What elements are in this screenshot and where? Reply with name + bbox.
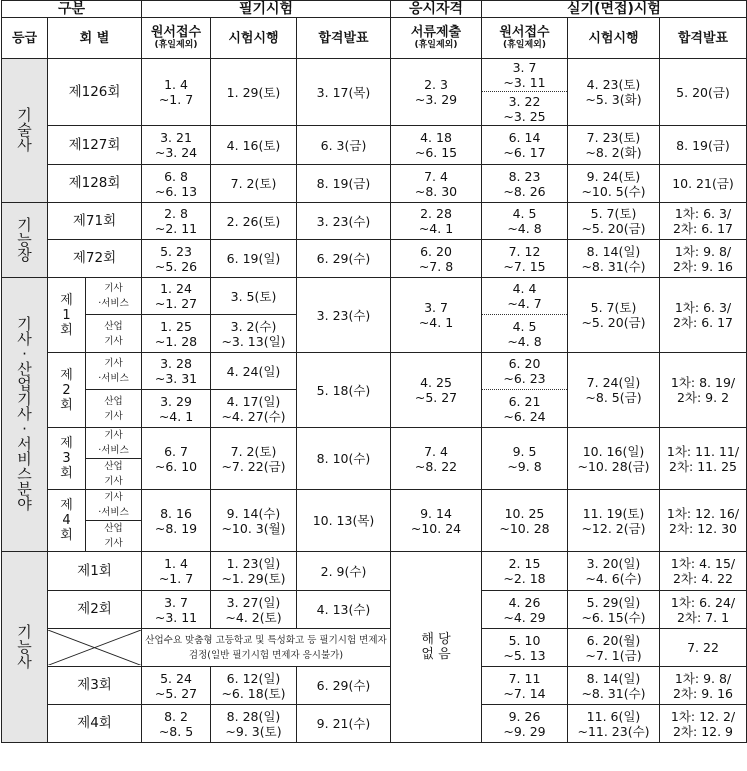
written-result: 6. 29(수)	[297, 240, 391, 278]
practical-exam: 5. 29(일) ~6. 15(수)	[568, 591, 660, 629]
practical-result: 1차: 12. 16/ 2차: 12. 30	[660, 490, 747, 552]
docs-submit: 2. 28 ~4. 1	[391, 203, 482, 240]
header-practical-apply: 원서접수 (휴일제외)	[482, 18, 568, 59]
written-exam: 7. 2(토)	[211, 165, 297, 203]
table-row	[2, 353, 747, 390]
written-apply: 8. 16 ~8. 19	[142, 490, 211, 552]
practical-exam: 8. 14(일) ~8. 31(수)	[568, 667, 660, 705]
sub-gisa-service: 기사 ·서비스	[86, 353, 142, 390]
written-result: 8. 10(수)	[297, 428, 391, 490]
header-round: 회 별	[48, 18, 142, 59]
written-result: 5. 18(수)	[297, 353, 391, 428]
round-label: 제127회	[48, 126, 142, 165]
written-result: 10. 13(목)	[297, 490, 391, 552]
header-category: 구분	[2, 1, 142, 18]
grade-gisulsa: 기 술 사	[2, 59, 48, 203]
written-apply: 5. 23 ~5. 26	[142, 240, 211, 278]
practical-exam: 3. 20(일) ~4. 6(수)	[568, 552, 660, 591]
written-result: 4. 13(수)	[297, 591, 391, 629]
cross-mark-icon	[48, 630, 141, 665]
crossed-out-cell	[48, 629, 142, 667]
round-label: 제72회	[48, 240, 142, 278]
written-apply: 6. 8 ~6. 13	[142, 165, 211, 203]
practical-apply: 5. 10 ~5. 13	[482, 629, 568, 667]
practical-exam: 5. 7(토) ~5. 20(금)	[568, 278, 660, 353]
grade-ginungsa: 기 능 사	[2, 552, 48, 743]
practical-result: 10. 21(금)	[660, 165, 747, 203]
written-apply: 6. 7 ~6. 10	[142, 428, 211, 490]
written-result: 3. 23(수)	[297, 203, 391, 240]
round-label: 제2회	[48, 591, 142, 629]
sub-sanup: 산업 기사	[86, 315, 142, 353]
header-written-exam: 시험시행	[211, 18, 297, 59]
written-apply: 3. 21 ~3. 24	[142, 126, 211, 165]
practical-apply: 4. 26 ~4. 29	[482, 591, 568, 629]
header-practical-result: 합격발표	[660, 18, 747, 59]
written-apply: 1. 25 ~1. 28	[142, 315, 211, 353]
practical-apply: 7. 12 ~7. 15	[482, 240, 568, 278]
written-result: 8. 19(금)	[297, 165, 391, 203]
practical-apply: 6. 14 ~6. 17	[482, 126, 568, 165]
round-label: 제 4 회	[48, 490, 86, 552]
table-row	[2, 240, 747, 278]
practical-exam: 5. 7(토) ~5. 20(금)	[568, 203, 660, 240]
table-row	[2, 629, 747, 667]
written-result: 3. 17(목)	[297, 59, 391, 126]
exam-schedule-table	[1, 0, 747, 743]
practical-result: 5. 20(금)	[660, 59, 747, 126]
practical-apply: 6. 20 ~6. 23	[482, 353, 568, 390]
header-written-result: 합격발표	[297, 18, 391, 59]
practical-result: 1차: 6. 24/ 2차: 7. 1	[660, 591, 747, 629]
grade-gisa: 기 사 · 산 업 기 사 · 서 비 스 분 야	[2, 278, 48, 552]
practical-result: 1차: 6. 3/ 2차: 6. 17	[660, 278, 747, 353]
table-row	[2, 490, 747, 521]
sub-sanup: 산업 기사	[86, 459, 142, 490]
header-practical-exam: 시험시행	[568, 18, 660, 59]
written-exam: 9. 14(수) ~10. 3(월)	[211, 490, 297, 552]
practical-result: 1차: 6. 3/ 2차: 6. 17	[660, 203, 747, 240]
practical-apply: 4. 5 ~4. 8	[482, 203, 568, 240]
written-exam: 2. 26(토)	[211, 203, 297, 240]
practical-result: 1차: 9. 8/ 2차: 9. 16	[660, 240, 747, 278]
written-apply: 5. 24 ~5. 27	[142, 667, 211, 705]
header-written-apply: 원서접수 (휴일제외)	[142, 18, 211, 59]
written-result: 3. 23(수)	[297, 278, 391, 353]
practical-result: 1차: 4. 15/ 2차: 4. 22	[660, 552, 747, 591]
practical-exam: 6. 20(월) ~7. 1(금)	[568, 629, 660, 667]
practical-result: 8. 19(금)	[660, 126, 747, 165]
practical-exam: 10. 16(일) ~10. 28(금)	[568, 428, 660, 490]
practical-apply: 9. 5 ~9. 8	[482, 428, 568, 490]
practical-apply: 4. 5 ~4. 8	[482, 315, 568, 353]
grade-ginungjang: 기 능 장	[2, 203, 48, 278]
table-row	[2, 428, 747, 459]
written-exam: 4. 24(일)	[211, 353, 297, 390]
table-row	[2, 59, 747, 92]
docs-submit: 2. 3 ~3. 29	[391, 59, 482, 126]
table-row	[2, 203, 747, 240]
round-label: 제 3 회	[48, 428, 86, 490]
sub-sanup: 산업 기사	[86, 521, 142, 552]
round-label: 제3회	[48, 667, 142, 705]
exemption-notice: 산업수요 맞춤형 고등학교 및 특성화고 등 필기시험 면제자 검정(일반 필기시험 면제자 응시불가)	[142, 629, 391, 667]
docs-submit: 4. 25 ~5. 27	[391, 353, 482, 428]
docs-not-applicable: 해 당 없 음	[391, 552, 482, 743]
written-exam: 3. 5(토)	[211, 278, 297, 315]
sub-sanup: 산업 기사	[86, 390, 142, 428]
written-exam: 3. 2(수) ~3. 13(일)	[211, 315, 297, 353]
practical-result: 1차: 12. 2/ 2차: 12. 9	[660, 705, 747, 743]
header-practical: 실기(면접)시험	[482, 1, 747, 18]
practical-exam: 11. 19(토) ~12. 2(금)	[568, 490, 660, 552]
header-grade: 등급	[2, 18, 48, 59]
header-written: 필기시험	[142, 1, 391, 18]
round-label: 제126회	[48, 59, 142, 126]
docs-submit: 4. 18 ~6. 15	[391, 126, 482, 165]
practical-exam: 4. 23(토) ~5. 3(화)	[568, 59, 660, 126]
table-row	[2, 278, 747, 315]
practical-result: 7. 22	[660, 629, 747, 667]
practical-apply: 8. 23 ~8. 26	[482, 165, 568, 203]
docs-submit: 7. 4 ~8. 22	[391, 428, 482, 490]
header-qualification: 응시자격	[391, 1, 482, 18]
practical-result: 1차: 11. 11/ 2차: 11. 25	[660, 428, 747, 490]
written-exam: 3. 27(일) ~4. 2(토)	[211, 591, 297, 629]
practical-result: 1차: 8. 19/ 2차: 9. 2	[660, 353, 747, 428]
written-exam: 1. 29(토)	[211, 59, 297, 126]
sub-gisa-service: 기사 ·서비스	[86, 490, 142, 521]
sub-gisa-service: 기사 ·서비스	[86, 428, 142, 459]
written-exam: 1. 23(일) ~1. 29(토)	[211, 552, 297, 591]
written-exam: 6. 12(일) ~6. 18(토)	[211, 667, 297, 705]
written-result: 9. 21(수)	[297, 705, 391, 743]
written-apply: 3. 29 ~4. 1	[142, 390, 211, 428]
sub-gisa-service: 기사 ·서비스	[86, 278, 142, 315]
table-row	[2, 667, 747, 705]
practical-exam: 9. 24(토) ~10. 5(수)	[568, 165, 660, 203]
written-exam: 6. 19(일)	[211, 240, 297, 278]
round-label: 제4회	[48, 705, 142, 743]
round-label: 제1회	[48, 552, 142, 591]
practical-result: 1차: 9. 8/ 2차: 9. 16	[660, 667, 747, 705]
practical-apply: 6. 21 ~6. 24	[482, 390, 568, 428]
written-exam: 8. 28(일) ~9. 3(토)	[211, 705, 297, 743]
written-exam: 4. 17(일) ~4. 27(수)	[211, 390, 297, 428]
docs-submit: 3. 7 ~4. 1	[391, 278, 482, 353]
round-label: 제128회	[48, 165, 142, 203]
written-apply: 3. 7 ~3. 11	[142, 591, 211, 629]
practical-apply: 2. 15 ~2. 18	[482, 552, 568, 591]
docs-submit: 9. 14 ~10. 24	[391, 490, 482, 552]
practical-apply: 3. 7 ~3. 11	[482, 59, 568, 92]
header-docs: 서류제출 (휴일제외)	[391, 18, 482, 59]
written-result: 6. 29(수)	[297, 667, 391, 705]
practical-exam: 7. 23(토) ~8. 2(화)	[568, 126, 660, 165]
docs-submit: 6. 20 ~7. 8	[391, 240, 482, 278]
round-label: 제 2 회	[48, 353, 86, 428]
written-exam: 7. 2(토) ~7. 22(금)	[211, 428, 297, 490]
written-apply: 8. 2 ~8. 5	[142, 705, 211, 743]
practical-exam: 7. 24(일) ~8. 5(금)	[568, 353, 660, 428]
table-row	[2, 126, 747, 165]
written-result: 6. 3(금)	[297, 126, 391, 165]
table-row	[2, 705, 747, 743]
written-result: 2. 9(수)	[297, 552, 391, 591]
table-row	[2, 591, 747, 629]
practical-apply: 3. 22 ~3. 25	[482, 92, 568, 126]
written-apply: 1. 24 ~1. 27	[142, 278, 211, 315]
written-apply: 2. 8 ~2. 11	[142, 203, 211, 240]
written-exam: 4. 16(토)	[211, 126, 297, 165]
round-label: 제 1 회	[48, 278, 86, 353]
practical-exam: 11. 6(일) ~11. 23(수)	[568, 705, 660, 743]
written-apply: 1. 4 ~1. 7	[142, 552, 211, 591]
practical-apply: 4. 4 ~4. 7	[482, 278, 568, 315]
table-row	[2, 165, 747, 203]
docs-submit: 7. 4 ~8. 30	[391, 165, 482, 203]
written-apply: 1. 4 ~1. 7	[142, 59, 211, 126]
practical-apply: 9. 26 ~9. 29	[482, 705, 568, 743]
round-label: 제71회	[48, 203, 142, 240]
practical-apply: 10. 25 ~10. 28	[482, 490, 568, 552]
written-apply: 3. 28 ~3. 31	[142, 353, 211, 390]
practical-apply: 7. 11 ~7. 14	[482, 667, 568, 705]
practical-exam: 8. 14(일) ~8. 31(수)	[568, 240, 660, 278]
table-row	[2, 552, 747, 591]
